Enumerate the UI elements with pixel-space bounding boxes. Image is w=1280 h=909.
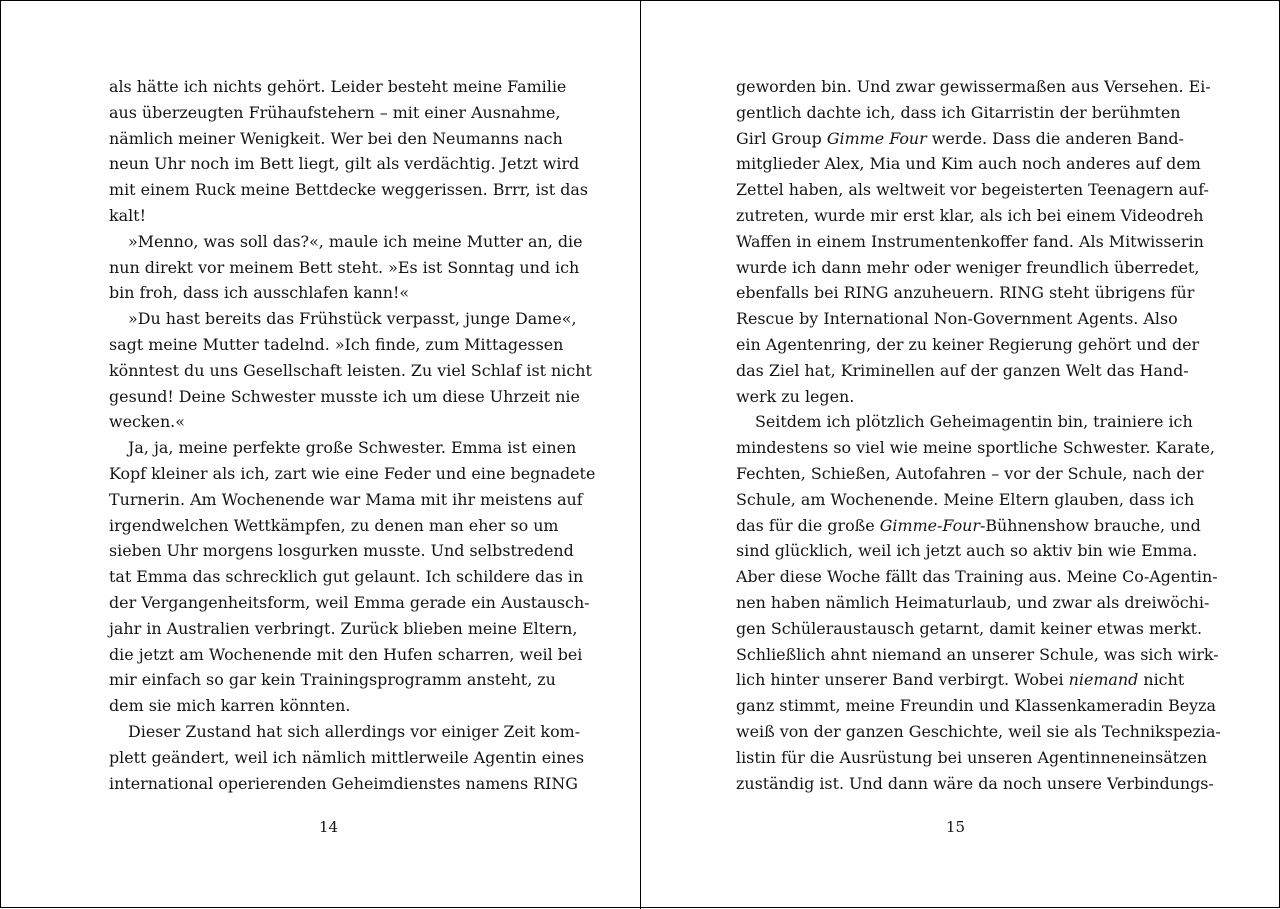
text-line: gen Schüleraustausch getarnt, damit keiner etwas merkt. (736, 618, 1203, 638)
band-name-italic: Gimme-Four (879, 515, 980, 535)
text-line: neun Uhr noch im Bett liegt, gilt als verdächtig. Jetzt wird (109, 154, 580, 174)
text-line: nämlich meiner Wenigkeit. Wer bei den Neumanns nach (109, 128, 563, 148)
text-line: als hätte ich nichts gehört. Leider besteht meine Familie (109, 77, 567, 96)
text-line: sind glücklich, weil ich jetzt auch so aktiv bin wie Emma. (736, 541, 1198, 561)
right-page (641, 1, 1279, 907)
left-page-text (109, 74, 596, 796)
text-line: zutreten, wurde mir erst klar, als ich bei einem Videodreh (736, 205, 1204, 225)
text-line: mit einem Ruck meine Bettdecke weggerissen. Brrr, ist das (109, 180, 589, 200)
text-line: werk zu legen. (736, 386, 855, 406)
text-line: Dieser Zustand hat sich allerdings vor einiger Zeit kom- (128, 721, 581, 741)
text-line: jahr in Australien verbringt. Zurück blieben meine Eltern, (109, 618, 578, 638)
text-line: international operierenden Geheimdienstes namens RING (109, 773, 578, 793)
text-segment: nicht (1138, 670, 1185, 690)
text-segment: Girl Group (736, 128, 827, 148)
text-line: Fechten, Schießen, Autofahren – vor der Schule, nach der (736, 463, 1204, 483)
text-line: mir einfach so gar kein Trainingsprogramm ansteht, zu (109, 670, 556, 690)
text-line: aus überzeugten Frühaufstehern – mit einer Ausnahme, (109, 102, 561, 122)
text-line: Waffen in einem Instrumentenkoffer fand. Als Mitwisserin (736, 231, 1204, 251)
page-number-left: 14 (318, 818, 339, 836)
text-line: gesund! Deine Schwester musste ich um diese Uhrzeit nie (109, 386, 580, 406)
text-line: plett geändert, weil ich nämlich mittlerweile Agentin eines (109, 747, 584, 767)
text-line: Aber diese Woche fällt das Training aus. Meine Co-Agentin- (736, 567, 1218, 587)
text-line: geworden bin. Und zwar gewissermaßen aus Versehen. Ei- (736, 77, 1211, 96)
text-line: das Ziel hat, Kriminellen auf der ganzen Welt das Hand- (736, 360, 1189, 380)
page-number-right: 15 (945, 818, 966, 836)
text-line: nun direkt vor meinem Bett steht. »Es ist Sonntag und ich (109, 257, 580, 277)
text-line: wurde ich dann mehr oder weniger freundlich überredet, (736, 257, 1200, 277)
text-line: kalt! (109, 205, 146, 225)
text-line (736, 126, 1184, 152)
text-line: Ja, ja, meine perfekte große Schwester. Emma ist einen (128, 438, 577, 458)
text-line: Kopf kleiner als ich, zart wie eine Feder und eine begnadete (109, 463, 596, 483)
text-line: gentlich dachte ich, dass ich Gitarristin der berühmten (736, 102, 1181, 122)
text-line: sieben Uhr morgens losgurken musste. Und selbstredend (109, 541, 574, 561)
text-line: dem sie mich karren könnten. (109, 696, 351, 716)
text-line: Rescue by International Non-Government Agents. Also (736, 309, 1178, 329)
text-line: »Menno, was soll das?«, maule ich meine Mutter an, die (128, 231, 583, 251)
text-line: tat Emma das schrecklich gut gelaunt. Ich schildere das in (109, 567, 584, 587)
band-name-italic: Gimme Four (826, 128, 927, 148)
text-line: mindestens so viel wie meine sportliche Schwester. Karate, (736, 438, 1215, 458)
text-line: könntest du uns Gesellschaft leisten. Zu viel Schlaf ist nicht (109, 360, 592, 380)
text-line: sagt meine Mutter tadelnd. »Ich finde, zum Mittagessen (109, 334, 564, 354)
text-segment: das für die große (736, 515, 880, 535)
text-line: nen haben nämlich Heimaturlaub, und zwar als dreiwöchi- (736, 592, 1210, 612)
text-line (736, 667, 1185, 693)
text-line: Seitdem ich plötzlich Geheimagentin bin, trainiere ich (755, 412, 1193, 432)
text-line: ein Agentenring, der zu keiner Regierung gehört und der (736, 334, 1200, 354)
text-line: weiß von der ganzen Geschichte, weil sie als Technikspezia- (736, 721, 1221, 741)
text-segment: werde. Dass die anderen Band- (926, 128, 1184, 148)
text-line: irgendwelchen Wettkämpfen, zu denen man eher so um (109, 515, 559, 535)
text-line: Schließlich ahnt niemand an unserer Schule, was sich wirk- (736, 644, 1219, 664)
text-line: bin froh, dass ich ausschlafen kann!« (109, 283, 410, 303)
text-line: ganz stimmt, meine Freundin und Klassenkameradin Beyza (736, 696, 1216, 716)
emphasis-italic: niemand (1068, 670, 1139, 690)
left-page (1, 1, 640, 907)
text-line: mitglieder Alex, Mia und Kim auch noch anderes auf dem (736, 154, 1201, 174)
text-segment: lich hinter unserer Band verbirgt. Wobei (736, 670, 1069, 690)
text-line: »Du hast bereits das Frühstück verpasst, junge Dame«, (128, 309, 577, 329)
text-line: ebenfalls bei RING anzuheuern. RING steht übrigens für (736, 283, 1195, 303)
text-line: zuständig ist. Und dann wäre da noch unsere Verbindungs- (736, 773, 1214, 793)
text-line: Zettel haben, als weltweit vor begeisterten Teenagern auf- (736, 180, 1209, 200)
right-page-text (736, 74, 1221, 796)
text-line: wecken.« (109, 412, 185, 432)
text-segment: -Bühnenshow brauche, und (979, 515, 1201, 535)
text-line: listin für die Ausrüstung bei unseren Agentinneneinsätzen (736, 747, 1208, 767)
text-line: der Vergangenheitsform, weil Emma gerade ein Austausch- (109, 592, 590, 612)
text-line: die jetzt am Wochenende mit den Hufen scharren, weil bei (109, 644, 583, 664)
text-line: Schule, am Wochenende. Meine Eltern glauben, dass ich (736, 489, 1195, 509)
text-line: Turnerin. Am Wochenende war Mama mit ihr meistens auf (109, 489, 583, 509)
text-line (736, 513, 1201, 539)
